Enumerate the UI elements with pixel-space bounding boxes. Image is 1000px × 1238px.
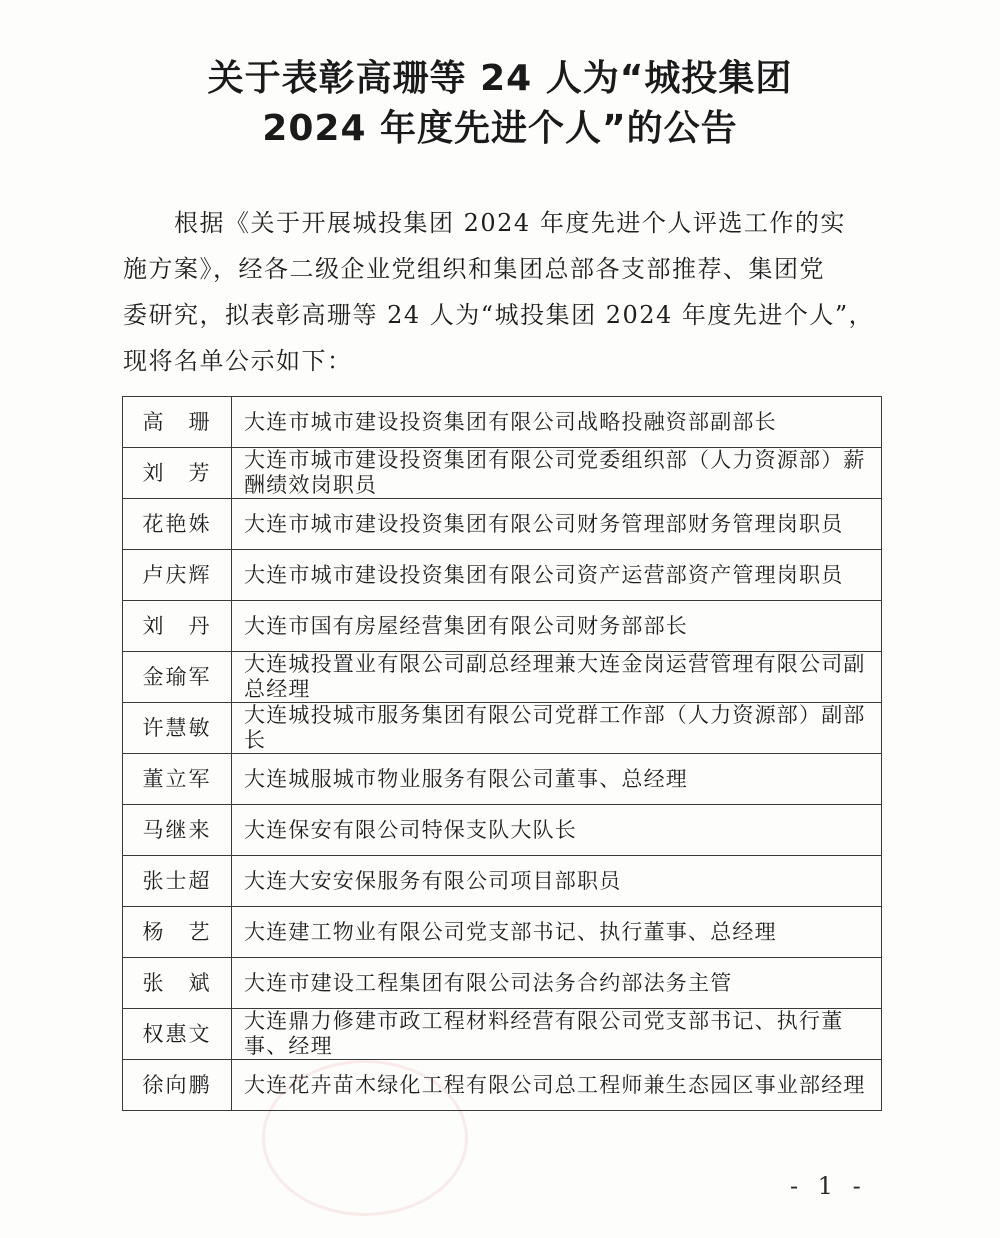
table-row bbox=[123, 601, 882, 652]
body-paragraph-line: 委研究，拟表彰高珊等 24 人为“城投集团 2024 年度先进个人”， bbox=[123, 301, 875, 329]
awardee-position: 大连保安有限公司特保支队大队长 bbox=[232, 805, 882, 856]
awardee-position: 大连市国有房屋经营集团有限公司财务部部长 bbox=[232, 601, 882, 652]
table-row bbox=[123, 550, 882, 601]
awardee-position: 大连市城市建设投资集团有限公司战略投融资部副部长 bbox=[232, 397, 882, 448]
awardee-name: 董立军 bbox=[123, 754, 232, 805]
table-row bbox=[123, 652, 882, 703]
body-paragraph-line: 现将名单公示如下： bbox=[123, 347, 353, 375]
table-row bbox=[123, 754, 882, 805]
awardee-name: 徐向鹏 bbox=[123, 1060, 232, 1111]
awardee-position: 大连城投城市服务集团有限公司党群工作部（人力资源部）副部长 bbox=[232, 703, 882, 754]
document-title-line-1: 关于表彰高珊等 24 人为“城投集团 bbox=[207, 58, 793, 99]
awardee-position: 大连花卉苗木绿化工程有限公司总工程师兼生态园区事业部经理 bbox=[232, 1060, 882, 1111]
awardee-name: 杨 艺 bbox=[123, 907, 232, 958]
awardee-position: 大连市建设工程集团有限公司法务合约部法务主管 bbox=[232, 958, 882, 1009]
awardee-name: 刘 丹 bbox=[123, 601, 232, 652]
awardee-position: 大连建工物业有限公司党支部书记、执行董事、总经理 bbox=[232, 907, 882, 958]
body-paragraph-line: 根据《关于开展城投集团 2024 年度先进个人评选工作的实 bbox=[123, 209, 846, 237]
awardee-name: 权惠文 bbox=[123, 1009, 232, 1060]
awardee-name: 张 斌 bbox=[123, 958, 232, 1009]
awardee-name: 卢庆辉 bbox=[123, 550, 232, 601]
awardee-name: 许慧敏 bbox=[123, 703, 232, 754]
table-row bbox=[123, 856, 882, 907]
table-row bbox=[123, 397, 882, 448]
awardee-name: 金瑜军 bbox=[123, 652, 232, 703]
table-row bbox=[123, 907, 882, 958]
table-row bbox=[123, 1060, 882, 1111]
awardee-table bbox=[122, 396, 882, 1111]
body-paragraph-line: 施方案》，经各二级企业党组织和集团总部各支部推荐、集团党 bbox=[123, 255, 825, 283]
awardee-position: 大连大安安保服务有限公司项目部职员 bbox=[232, 856, 882, 907]
awardee-position: 大连鼎力修建市政工程材料经营有限公司党支部书记、执行董事、经理 bbox=[232, 1009, 882, 1060]
awardee-name: 刘 芳 bbox=[123, 448, 232, 499]
awardee-name: 马继来 bbox=[123, 805, 232, 856]
awardee-position: 大连市城市建设投资集团有限公司资产运营部资产管理岗职员 bbox=[232, 550, 882, 601]
table-row bbox=[123, 1009, 882, 1060]
awardee-position: 大连城投置业有限公司副总经理兼大连金岗运营管理有限公司副总经理 bbox=[232, 652, 882, 703]
table-row bbox=[123, 805, 882, 856]
page-number: - 1 - bbox=[790, 1172, 867, 1200]
table-row bbox=[123, 703, 882, 754]
table-row bbox=[123, 448, 882, 499]
awardee-position: 大连市城市建设投资集团有限公司党委组织部（人力资源部）薪酬绩效岗职员 bbox=[232, 448, 882, 499]
awardee-name: 高 珊 bbox=[123, 397, 232, 448]
awardee-name: 花艳姝 bbox=[123, 499, 232, 550]
table-row bbox=[123, 499, 882, 550]
document-title-line-2: 2024 年度先进个人”的公告 bbox=[262, 108, 738, 149]
awardee-position: 大连城服城市物业服务有限公司董事、总经理 bbox=[232, 754, 882, 805]
awardee-name: 张士超 bbox=[123, 856, 232, 907]
table-row bbox=[123, 958, 882, 1009]
awardee-position: 大连市城市建设投资集团有限公司财务管理部财务管理岗职员 bbox=[232, 499, 882, 550]
